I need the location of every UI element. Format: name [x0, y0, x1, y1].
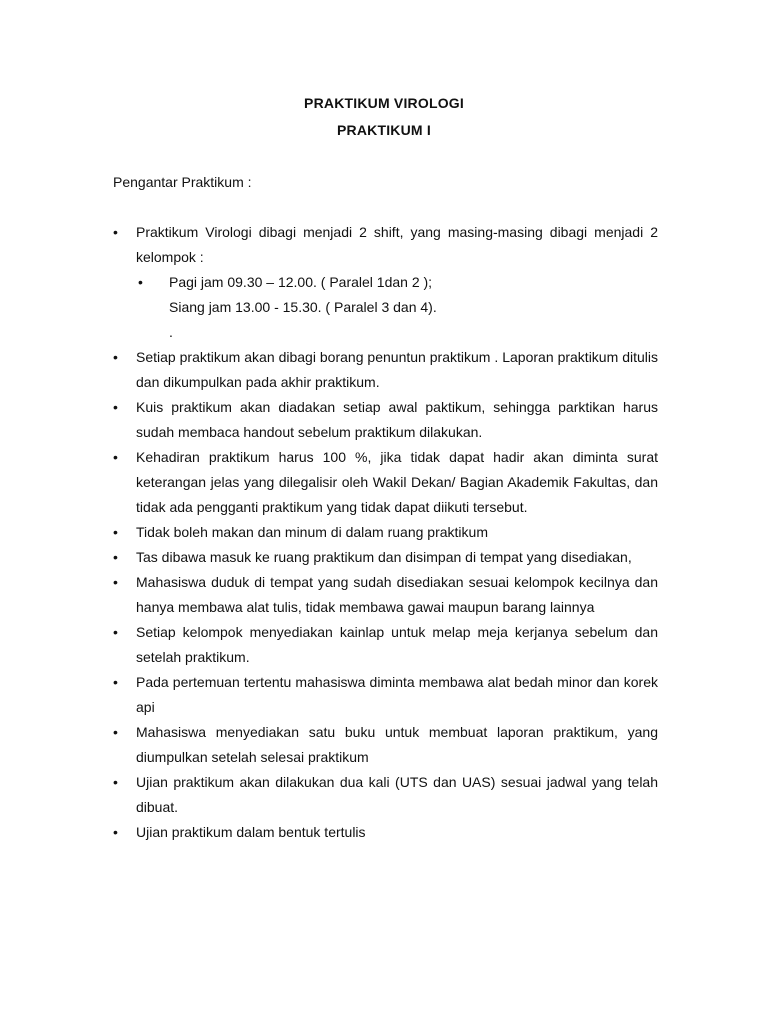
list-item-text: Setiap praktikum akan dibagi borang penuntun praktikum . Laporan praktikum ditulis dan dikumpulkan pada akhir praktikum.: [136, 349, 658, 390]
bullet-icon: •: [113, 349, 118, 365]
list-item: [113, 395, 658, 445]
list-item-text: Mahasiswa menyediakan satu buku untuk membuat laporan praktikum, yang diumpulkan setelah selesai praktikum: [136, 724, 658, 765]
sub-item-continuation: .: [169, 324, 173, 340]
bullet-icon: •: [113, 824, 118, 840]
list-item: [113, 520, 658, 545]
list-item-text: Pada pertemuan tertentu mahasiswa diminta membawa alat bedah minor dan korek api: [136, 674, 658, 715]
bullet-icon: •: [113, 574, 118, 590]
bullet-icon: •: [113, 724, 118, 740]
list-item-text: Tidak boleh makan dan minum di dalam ruang praktikum: [136, 524, 488, 540]
bullet-icon: •: [113, 224, 118, 240]
bullet-icon: •: [113, 449, 118, 465]
rules-list: [113, 220, 658, 845]
bullet-icon: •: [113, 524, 118, 540]
intro-heading: Pengantar Praktikum :: [113, 174, 252, 190]
bullet-icon: •: [113, 624, 118, 640]
list-item-text: Kuis praktikum akan diadakan setiap awal paktikum, sehingga parktikan harus sudah membaca handout sebelum praktikum dilakukan.: [136, 399, 658, 440]
list-item-text: Tas dibawa masuk ke ruang praktikum dan disimpan di tempat yang disediakan,: [136, 549, 632, 565]
list-item-text: Praktikum Virologi dibagi menjadi 2 shift, yang masing-masing dibagi menjadi 2 kelompok :: [136, 224, 658, 265]
bullet-icon: •: [113, 549, 118, 565]
list-item: [113, 345, 658, 395]
list-item-text: Ujian praktikum dalam bentuk tertulis: [136, 824, 366, 840]
list-item: [113, 720, 658, 770]
list-item: [113, 570, 658, 620]
list-item-text: Mahasiswa duduk di tempat yang sudah disediakan sesuai kelompok kecilnya dan hanya membawa alat tulis, tidak membawa gawai maupun barang lainnya: [136, 574, 658, 615]
bullet-icon: •: [113, 674, 118, 690]
shift-sublist: [113, 270, 658, 345]
sub-bullet-icon: •: [138, 274, 143, 290]
list-item: [113, 770, 658, 820]
bullet-icon: •: [113, 774, 118, 790]
bullet-icon: •: [113, 399, 118, 415]
list-item: [113, 620, 658, 670]
sub-list-item: [113, 270, 658, 295]
sub-item-continuation: Siang jam 13.00 - 15.30. ( Paralel 3 dan 4).: [169, 299, 437, 315]
list-item-text: Setiap kelompok menyediakan kainlap untuk melap meja kerjanya sebelum dan setelah praktikum.: [136, 624, 658, 665]
document-subtitle: PRAKTIKUM I: [337, 122, 431, 138]
list-item-text: Ujian praktikum akan dilakukan dua kali (UTS dan UAS) sesuai jadwal yang telah dibuat.: [136, 774, 658, 815]
sub-item-text: Pagi jam 09.30 – 12.00. ( Paralel 1dan 2 );: [169, 274, 433, 290]
list-item: [113, 545, 658, 570]
list-item: [113, 820, 658, 845]
list-item: [113, 445, 658, 520]
list-item: [113, 220, 658, 345]
list-item: [113, 670, 658, 720]
list-item-text: Kehadiran praktikum harus 100 %, jika tidak dapat hadir akan diminta surat keterangan jelas yang dilegalisir oleh Wakil Dekan/ Bagian Akademik Fakultas, dan tidak ada pengganti praktikum yang tidak dapat diikuti tersebut.: [136, 449, 658, 515]
document-title: PRAKTIKUM VIROLOGI: [304, 95, 464, 111]
